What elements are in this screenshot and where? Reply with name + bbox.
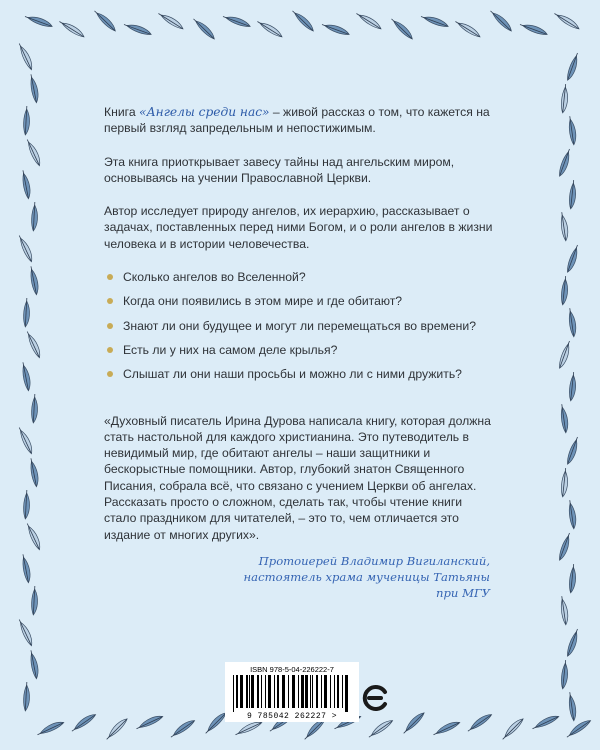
bullet-dot-icon <box>107 371 113 377</box>
feather-icon <box>390 16 415 40</box>
barcode-bar <box>330 675 331 708</box>
barcode-bars <box>231 675 353 712</box>
feather-icon <box>559 212 569 242</box>
barcode-bar <box>265 675 266 708</box>
lead-prefix: Книга <box>104 105 139 119</box>
barcode-bar <box>301 675 304 708</box>
question-item <box>104 269 496 285</box>
barcode-bar <box>257 675 259 708</box>
barcode-bar <box>298 675 299 708</box>
feather-icon <box>23 490 30 519</box>
feather-icon <box>565 244 580 273</box>
feather-icon <box>31 202 38 231</box>
feather-icon <box>93 8 118 32</box>
feather-icon <box>29 650 40 680</box>
feather-icon <box>432 719 461 737</box>
barcode-digits: 9 785042 262227 > <box>246 712 338 721</box>
feather-icon <box>21 362 32 392</box>
question-list <box>104 269 496 382</box>
signature-line-2: настоятель храма мученицы Татьяны <box>243 569 490 584</box>
feather-icon <box>23 106 30 135</box>
cover-text <box>104 104 496 601</box>
question-text: Знают ли они будущее и могут ли перемещаться во времени? <box>123 318 476 333</box>
feather-icon <box>466 712 493 733</box>
bullet-dot-icon <box>107 298 113 304</box>
feather-icon <box>123 21 152 36</box>
feather-icon <box>169 718 196 739</box>
barcode-bar <box>312 675 313 708</box>
barcode-bar <box>282 675 285 708</box>
barcode-bar <box>345 675 348 712</box>
barcode-bar <box>240 675 243 708</box>
feather-icon <box>519 21 548 36</box>
feather-icon <box>557 148 572 177</box>
feather-icon <box>565 628 580 657</box>
question-text: Когда они появились в этом мире и где обитают? <box>123 294 403 309</box>
barcode-panel <box>225 662 359 722</box>
lead-suffix: – живой рассказ о том, что кажется на первый взгляд запредельным и непостижимым. <box>104 105 490 136</box>
barcode-bar <box>288 675 289 708</box>
feather-icon <box>560 84 569 113</box>
bullet-dot-icon <box>107 347 113 353</box>
feather-icon <box>367 718 394 739</box>
feather-icon <box>553 11 581 31</box>
question-text: Сколько ангелов во Вселенной? <box>123 270 306 285</box>
feather-icon <box>29 74 40 104</box>
barcode-bar <box>316 675 318 708</box>
feather-icon <box>17 234 35 263</box>
feather-icon <box>31 394 38 423</box>
feather-icon <box>565 718 592 739</box>
barcode-bar <box>274 675 275 708</box>
barcode-bar <box>268 675 271 708</box>
feather-icon <box>21 170 32 200</box>
feather-icon <box>559 596 569 626</box>
feather-icon <box>565 52 580 81</box>
feather-icon <box>567 500 577 530</box>
feather-icon <box>321 21 350 36</box>
feather-icon <box>500 716 525 741</box>
quote-signature <box>104 553 496 601</box>
barcode-bar <box>246 675 248 708</box>
feather-icon <box>557 340 572 369</box>
barcode-bar <box>233 675 234 712</box>
question-item <box>104 366 496 382</box>
eksmo-logo-icon <box>360 683 390 713</box>
question-item <box>104 342 496 358</box>
barcode-bar <box>277 675 279 708</box>
feather-icon <box>24 13 53 28</box>
feather-icon <box>567 308 577 338</box>
feather-icon <box>560 276 569 305</box>
signature-line-1: Протоиерей Владимир Вигиланский, <box>258 553 490 568</box>
feather-icon <box>157 11 185 31</box>
barcode-bar <box>261 675 262 708</box>
feather-icon <box>568 564 577 593</box>
feather-icon <box>560 660 569 689</box>
description-lead <box>104 104 496 137</box>
feather-icon <box>557 532 572 561</box>
feather-icon <box>355 11 383 31</box>
feather-icon <box>568 180 577 209</box>
feather-icon <box>23 298 30 327</box>
question-item <box>104 293 496 309</box>
feather-icon <box>401 710 426 735</box>
feather-icon <box>17 618 35 647</box>
feather-icon <box>25 330 43 359</box>
feather-icon <box>104 716 129 741</box>
question-text: Есть ли у них на самом деле крылья? <box>123 342 338 357</box>
feather-icon <box>454 19 482 39</box>
feather-icon <box>135 713 164 731</box>
barcode-bar <box>292 675 295 708</box>
feather-icon <box>192 16 217 40</box>
feather-icon <box>560 468 569 497</box>
feather-icon <box>531 713 560 731</box>
feather-icon <box>559 404 569 434</box>
barcode-bar <box>310 675 311 708</box>
barcode-bar <box>342 675 343 708</box>
feather-icon <box>17 426 35 455</box>
feather-icon <box>25 138 43 167</box>
feather-icon <box>420 13 449 28</box>
barcode-bar <box>337 675 339 708</box>
feather-icon <box>567 116 577 146</box>
feather-icon <box>29 266 40 296</box>
barcode-bar <box>321 675 322 708</box>
description-paragraph-3: Автор исследует природу ангелов, их иерархию, рассказывает о задачах, поставленных перед ними Богом, и о роли ангелов в жизни человека и в истории человечества. <box>104 204 493 251</box>
feather-icon <box>36 719 65 737</box>
isbn-text: ISBN 978-5-04-226222-7 <box>250 665 334 674</box>
feather-icon <box>256 19 284 39</box>
barcode-bar <box>251 675 254 708</box>
feather-icon <box>17 42 35 71</box>
feather-icon <box>31 586 38 615</box>
feather-icon <box>489 8 514 32</box>
feather-icon <box>565 436 580 465</box>
feather-icon <box>567 692 577 722</box>
bullet-dot-icon <box>107 323 113 329</box>
feather-icon <box>25 522 43 551</box>
question-item <box>104 318 496 334</box>
feather-icon <box>222 13 251 28</box>
book-title: «Ангелы среди нас» <box>138 105 270 119</box>
barcode-bar <box>334 675 335 708</box>
feather-icon <box>70 712 97 733</box>
description-paragraph-2: Эта книга приоткрывает завесу тайны над ангельским миром, основываясь на учении Православной Церкви. <box>104 154 455 185</box>
barcode-bar <box>324 675 327 708</box>
feather-icon <box>29 458 40 488</box>
barcode-bar <box>249 675 250 708</box>
feather-icon <box>21 554 32 584</box>
feather-icon <box>291 8 316 32</box>
feather-icon <box>568 372 577 401</box>
barcode-bar <box>236 675 238 708</box>
feather-icon <box>58 19 86 39</box>
feather-icon <box>23 682 30 711</box>
barcode-bar <box>305 675 308 708</box>
question-text: Слышат ли они наши просьбы и можно ли с ними дружить? <box>123 367 462 382</box>
bullet-dot-icon <box>107 274 113 280</box>
signature-line-3: при МГУ <box>436 585 490 600</box>
review-quote: «Духовный писатель Ирина Дурова написала книгу, которая должна стать настольной для каждого христианина. Это путеводитель в невидимый мир, где обитают ангелы – наши защитники и бескорыстные помощники. Автор, глубокий знатон Священного Писания, собрала всё, что связано с учением Церкви об ангелах. Рассказать просто о сложном, сделать так, чтобы чтение книги стало праздником для читателей, – это то, чем отличается это издание от многих других». <box>104 413 491 542</box>
